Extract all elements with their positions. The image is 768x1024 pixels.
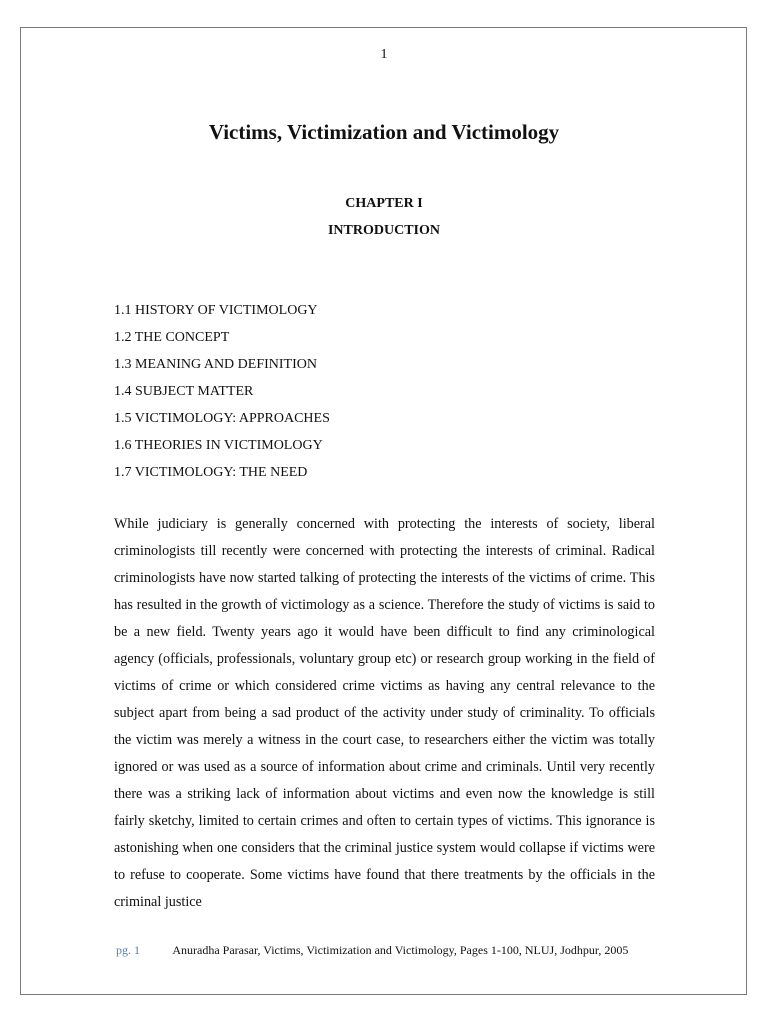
chapter-name: INTRODUCTION bbox=[327, 223, 440, 238]
toc-item: 1.6 THEORIES IN VICTIMOLOGY bbox=[114, 438, 323, 453]
footer-citation: Anuradha Parasar, Victims, Victimization and Victimology, Pages 1-100, NLUJ, Jodhpur, 2005 bbox=[172, 943, 629, 957]
chapter-label: CHAPTER I bbox=[345, 196, 423, 211]
table-of-contents bbox=[114, 300, 330, 489]
footer-page-label: pg. 1 bbox=[116, 943, 140, 957]
page-footer bbox=[116, 943, 656, 958]
toc-item: 1.1 HISTORY OF VICTIMOLOGY bbox=[114, 303, 318, 318]
toc-item: 1.4 SUBJECT MATTER bbox=[114, 384, 254, 399]
body-paragraph: While judiciary is generally concerned with protecting the interests of society, liberal criminologists till recently were concerned with protecting the interests of criminal. Radical criminologists have now started talking of protecting the interests of the victims of crime. This has resulted in the growth of victimology as a science. Therefore the study of victims is said to be a new field. Twenty years ago it would have been difficult to find any criminological agency (officials, professionals, voluntary group etc) or research group working in the field of victims of crime or which considered crime victims as having any central relevance to the subject apart from being a sad product of the activity under study of criminality. To officials the victim was merely a witness in the court case, to researchers either the victim was totally ignored or was used as a source of information about crime and criminals. Until very recently there was a striking lack of information about victims and even now the knowledge is still fairly sketchy, limited to certain crimes and often to certain types of victims. This ignorance is astonishing when one considers that the criminal justice system would collapse if victims were to refuse to cooperate. Some victims have found that there treatments by the officials in the criminal justice bbox=[114, 516, 655, 910]
document-title: Victims, Victimization and Victimology bbox=[208, 120, 560, 144]
toc-item: 1.2 THE CONCEPT bbox=[114, 330, 230, 345]
toc-item: 1.5 VICTIMOLOGY: APPROACHES bbox=[114, 411, 330, 426]
toc-item: 1.3 MEANING AND DEFINITION bbox=[114, 357, 317, 372]
page-number: 1 bbox=[380, 47, 388, 62]
toc-item: 1.7 VICTIMOLOGY: THE NEED bbox=[114, 465, 308, 480]
